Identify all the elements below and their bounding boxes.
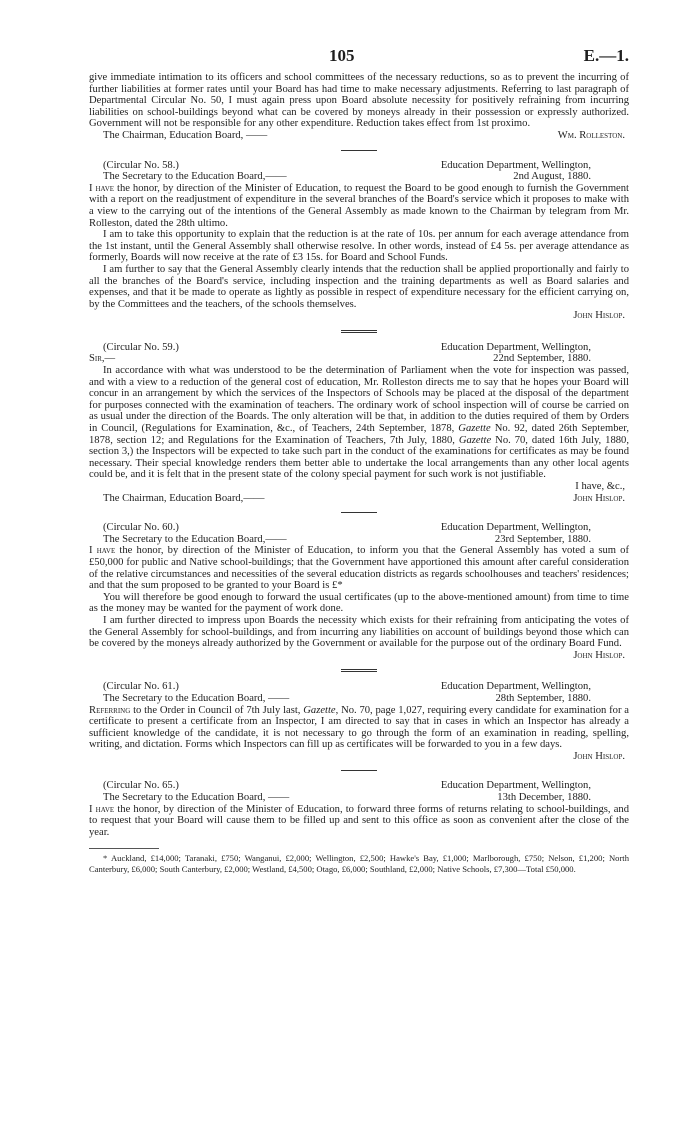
circular-61-lead: Referring [89, 704, 131, 716]
circular-59-addressee: The Chairman, Education Board,—— [103, 492, 265, 504]
circular-58-number: (Circular No. 58.) [103, 159, 179, 171]
circular-60-paragraph-2: You will therefore be good enough to forward the usual certificates (up to the above-mentioned amount) from time to time as the money may be wanted for the payment of work done. [89, 591, 629, 615]
circular-60-signature: John Hislop. [573, 649, 625, 661]
circular-65-address-row [89, 792, 629, 804]
circular-60-paragraph-1 [89, 545, 629, 591]
circular-59-paragraph-1 [89, 365, 629, 481]
circular-59-text-a: In accordance with what was understood to be the determination of Parliament when the vote for inspection was passed, and with a view to a reduction of the general cost of education, Mr. Rolleston directs me to say that he hopes your Board will concur in an arrangement by which the services of the Inspectors of Schools may be placed at the disposal of the department for purposes connected with the examination of teachers. The ordinary work of school inspection will of course be carried on as usual under the direction of the Boards. The only alteration will be that, in addition to the duties required of them by Orders in Council, (Regulations for Examination, &c., of Teachers, 24th September, 1878, [89, 365, 629, 435]
circular-61-signature: John Hislop. [573, 750, 625, 762]
circular-58-heading [89, 160, 629, 172]
section-divider [341, 512, 377, 513]
circular-58-paragraph-2: I am to take this opportunity to explain that the reduction is at the rate of 10s. per annum for each average attendance from the 1st instant, until the General Assembly shall otherwise resolve. In other words, instead of £4 5s. per average attendance as formerly, Boards will now receive at the rate of £3 15s. for Board and School Funds. [89, 229, 629, 264]
circular-59-closing: I have, &c., [575, 481, 625, 492]
circular-60-dept: Education Department, Wellington, [440, 522, 591, 534]
circular-60-text-1: the honor, by direction of the Minister of Education, to inform you that the General Assembly has voted a sum of £50,000 for public and Native school-buildings; that the Government have apportioned this amount after careful consideration of the relative circumstances and necessities of the several education districts as regards schoolhouses and teachers' residences; and that the sum proposed to be granted to your Board is £* [89, 545, 629, 592]
circular-58-dept: Education Department, Wellington, [440, 159, 591, 171]
footnote: * Auckland, £14,000; Taranaki, £750; Wanganui, £2,000; Wellington, £2,500; Hawke's Bay, £1,000; Marlborough, £750; Nelson, £1,200; North Canterbury, £6,000; South Canterbury, £2,000; Westland, £4,500; Otago, £6,000; Southland, £2,000; Native Schools, £7,300—Total £50,000. [89, 853, 629, 874]
circular-61-dept: Education Department, Wellington, [440, 681, 591, 693]
circular-59-closing-block [89, 481, 629, 493]
circular-60-lead: I have [89, 545, 116, 557]
circular-58-lead: I have [89, 182, 115, 194]
circular-58-signature: John Hislop. [573, 310, 625, 322]
circular-59-signature: John Hislop. [573, 492, 625, 504]
circular-61-heading [89, 681, 629, 693]
circular-65-heading [89, 780, 629, 792]
circular-65-addressee: The Secretary to the Education Board, —— [103, 792, 290, 804]
circular-61 [89, 681, 629, 762]
circular-59-number: (Circular No. 59.) [103, 341, 179, 353]
intro-addressee: The Chairman, Education Board, —— [103, 129, 268, 141]
circular-59-text-c: No. 70, dated 16th July, 1880, section 3,) the Inspectors will be expected to take such part in the conduct of the examinations for certificates as may be found necessary. Their special knowledge renders them better able to undertake the local arrangements than any other local agents could be, and it is felt that in the present state of the colony special payment for such work is not justifiable. [89, 434, 629, 481]
intro-signature: Wm. Rolleston. [557, 129, 625, 141]
document-reference: E.—1. [583, 46, 629, 65]
footnote-divider [89, 848, 159, 849]
circular-61-text-b: , No. 70, page 1,027, requiring every candidate for examination for a certificate to present a certificate from an Inspector, I am directed to say that in cases in which an Inspector has already a sufficient knowledge of the candidate, it is not necessary to go through the form of an examination in reading, spelling, writing, and dictation. Forms which Inspectors can fill up as certificates will be forwarded to you in a few days. [89, 704, 629, 751]
circular-65-date: 13th December, 1880. [497, 792, 591, 804]
circular-59-sign-row [89, 493, 629, 505]
circular-61-text-a: to the Order in Council of 7th July last, [130, 704, 304, 716]
circular-58-addressee: The Secretary to the Education Board,—— [103, 171, 287, 183]
circular-58-paragraph-1 [89, 183, 629, 229]
circular-61-addressee: The Secretary to the Education Board, —— [103, 692, 290, 704]
circular-58-date: 2nd August, 1880. [513, 171, 591, 183]
circular-61-number: (Circular No. 61.) [103, 681, 179, 693]
circular-60-addressee: The Secretary to the Education Board,—— [103, 533, 287, 545]
page-header [89, 46, 629, 72]
circular-59 [89, 342, 629, 504]
circular-59-dept: Education Department, Wellington, [440, 341, 591, 353]
circular-59-text-b: No. 92, dated 26th September, 1878, section 12; and Regulations for the Examination of Teachers, 7th July, 1880, [89, 423, 629, 446]
section-divider [341, 770, 377, 771]
section-divider [341, 330, 377, 333]
circular-61-gazette: Gazette [303, 704, 336, 716]
circular-65-paragraph-1 [89, 804, 629, 839]
document-page [89, 46, 629, 874]
circular-60 [89, 522, 629, 661]
intro-closing-row [89, 130, 629, 142]
circular-61-paragraph-1 [89, 705, 629, 751]
circular-58-text-1: the honor, by direction of the Minister of Education, to request the Board to be good enough to furnish the Government with a report on the readjustment of expenditure in the several branches of the Board's service which it proposes to make with a view to the carrying out of the intentions of the General Assembly as made known to the Chairman by telegram from Mr. Rolleston, dated the 28th ultimo. [89, 182, 630, 229]
circular-60-number: (Circular No. 60.) [103, 522, 179, 534]
circular-58-address-row [89, 171, 629, 183]
circular-65-lead: I have [89, 803, 115, 815]
circular-58-paragraph-3: I am further to say that the General Assembly clearly intends that the reduction shall be applied proportionally and fairly to all the branches of the Board's service, including inspection and the training departments as well as Board salaries and expenses, and that it be made to operate as lightly as possible in respect of expenditure necessary for the efficient carrying on, by the Committees and the teachers, of the schools themselves. [89, 263, 629, 310]
circular-60-date: 23rd September, 1880. [494, 533, 591, 545]
section-divider [341, 150, 377, 151]
intro-section [89, 72, 629, 142]
circular-60-address-row [89, 534, 629, 546]
document-body [89, 72, 629, 874]
circular-59-date: 22nd September, 1880. [493, 353, 591, 365]
circular-59-salutation-row [89, 353, 629, 365]
circular-61-date: 28th September, 1880. [495, 692, 591, 704]
circular-65-number: (Circular No. 65.) [103, 780, 179, 792]
circular-58 [89, 160, 629, 322]
circular-65-text-1: the honor, by direction of the Minister of Education, to forward three forms of returns relating to school-buildings, and to request that your Board will cause them to be filled up and sent to this office as soon as convenient after the close of the year. [89, 803, 629, 838]
circular-60-paragraph-3: I am further directed to impress upon Boards the necessity which exists for their refraining from anticipating the votes of the General Assembly for school-buildings, and from incurring any liabilities on account of buildings beyond those which can be covered by the moneys already authorized by the Government or available for the purpose out of the ordinary Board Fund. [89, 614, 629, 650]
circular-59-gazette-1: Gazette [458, 423, 491, 435]
section-divider [341, 669, 377, 672]
intro-paragraph: give immediate intimation to its officers and school committees of the necessary reductions, so as to prevent the incurring of further liabilities at former rates until your Board has had time to make necessary adjustments. Referring to last paragraph of Departmental Circular No. 50, I must again press upon Board absolute necessity for positively refraining from incurring liabilities on school-buildings beyond what can be covered by moneys already in their possession or expressly authorized. Government will not be responsible for any other expenditure. Reduction takes effect from 1st proximo. [89, 72, 629, 130]
circular-61-address-row [89, 693, 629, 705]
circular-60-heading [89, 522, 629, 534]
circular-65 [89, 780, 629, 838]
circular-59-heading [89, 342, 629, 354]
circular-59-salutation: Sir,— [89, 353, 116, 365]
page-number: 105 [329, 46, 355, 65]
circular-59-gazette-2: Gazette [458, 434, 492, 446]
circular-65-dept: Education Department, Wellington, [440, 780, 591, 792]
